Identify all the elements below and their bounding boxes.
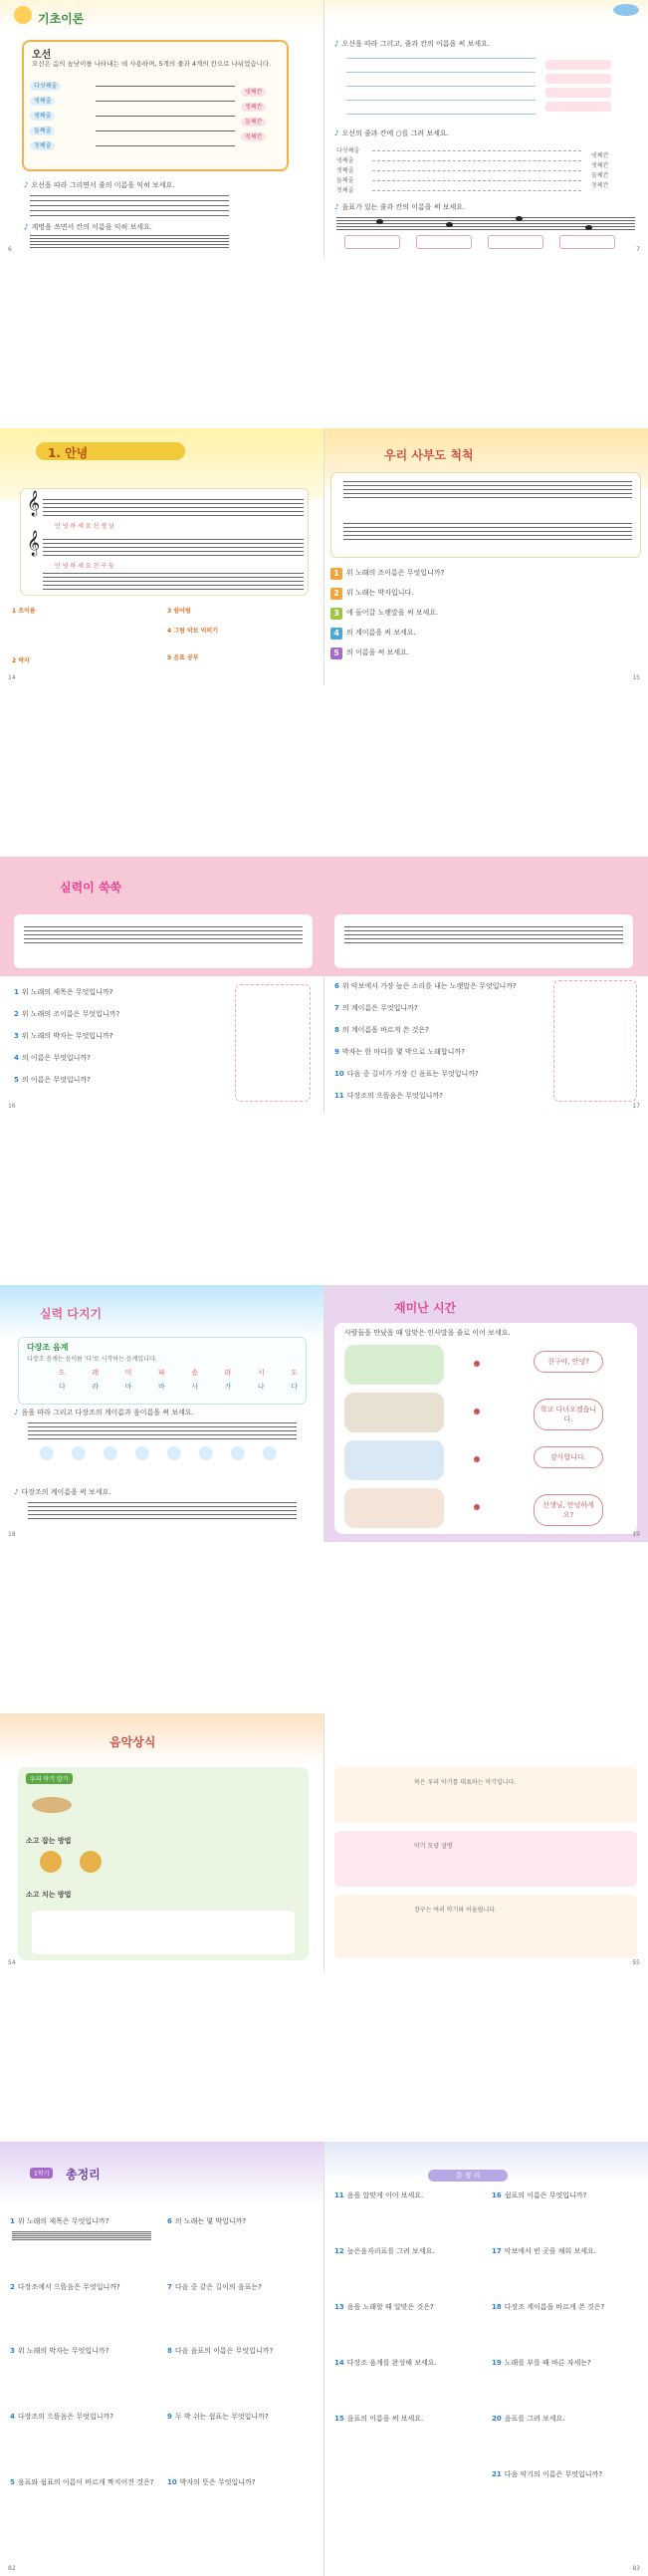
question-2: ♪ 다장조의 계이름을 써 보세요.: [14, 1488, 111, 1496]
question-column-right: [492, 2191, 641, 2560]
question-7: 7 다음 중 같은 길이의 음표는?: [167, 2283, 262, 2291]
question-1: ♪ 음을 따라 그리고 다장조의 계이름과 음이름을 써 보세요.: [14, 1409, 194, 1417]
page-54: [0, 1713, 324, 1970]
cloud-icon: [613, 4, 639, 16]
line-label: 다섯째줄: [30, 82, 61, 91]
page-title: 실력이 쑥쑥: [60, 881, 122, 895]
spread-1: [0, 0, 648, 257]
big-staff: [96, 86, 235, 145]
page-number: 19: [632, 1531, 640, 1538]
page-number: 83: [632, 2565, 640, 2572]
solfa-row: 도 레 미 파 솔 라 시 도: [59, 1369, 298, 1377]
question-7: 7 의 계이름은 무엇입니까?: [334, 1004, 418, 1012]
score-sheet: 𝄞 안 녕 하 세 요 선 생 님 𝄞 안 녕 하 세 요 친 구 들: [20, 488, 309, 596]
concept-tag: 2 박자: [12, 657, 30, 664]
question-11: 11 음을 알맞게 이어 보세요.: [334, 2191, 424, 2199]
spread-3: [0, 857, 648, 1114]
hand-icon: [80, 1851, 102, 1873]
question-1: 위 노래의 조이름은 무엇입니까?: [346, 569, 445, 577]
page-title: 총정리: [66, 2168, 101, 2182]
line-label: 첫째줄: [30, 141, 55, 150]
scene-1: [344, 1345, 444, 1385]
page-16: [0, 857, 324, 1114]
question-14: 14 다장조 음계를 완성해 보세요.: [334, 2359, 437, 2367]
intro-text: 오선은 음의 높낮이를 나타내는 데 사용하며, 5개의 줄과 4개의 칸으로 나뉘었습니다.: [32, 60, 272, 68]
page-19: [324, 1285, 648, 1542]
lyrics-line: 안 녕 하 세 요 선 생 님: [55, 523, 114, 530]
page-55: [324, 1713, 648, 1970]
page-title: 음악상식: [109, 1735, 156, 1749]
question-5: 의 이름을 써 보세요.: [346, 648, 409, 656]
line-label: 넷째줄: [30, 97, 55, 106]
question-5: 5 의 이름은 무엇입니까?: [14, 1076, 91, 1084]
question-18: 18 다장조 계이름을 바르게 쓴 것은?: [492, 2303, 605, 2311]
question-3: 3 위 노래의 박자는 무엇입니까?: [10, 2347, 109, 2355]
section-header: 총 정 리: [428, 2170, 508, 2182]
page-title: 실력 다지기: [40, 1307, 103, 1321]
match-dot[interactable]: [474, 1361, 480, 1367]
staff-intro-card: [22, 40, 289, 171]
page-number: 18: [8, 1531, 16, 1538]
score-sheet: [334, 914, 633, 968]
spread-2: [0, 428, 648, 685]
scale-card: [18, 1337, 307, 1405]
question-16: 16 쉼표의 이름은 무엇입니까?: [492, 2191, 587, 2199]
page-83: [324, 2142, 648, 2576]
question-column-left: [10, 2217, 159, 2556]
space-label: 셋째칸: [241, 103, 266, 112]
page-title: 재미난 시간: [394, 1301, 457, 1315]
question-3: 에 들어갈 노랫말을 써 보세요.: [346, 609, 439, 617]
match-dot[interactable]: [474, 1456, 480, 1462]
matching-card: [334, 1323, 637, 1534]
page-number: 16: [8, 1103, 16, 1110]
page-15: 우리 사부도 척척 1 위 노래의 조이름은 무엇입니까? 2 위 노래는 박자입니다. 3 에 들어갈 노랫말을 써 보세요. 4 의 계이름을 써 보세요. 5 의 이름을 써 보세요. 15: [324, 428, 648, 685]
hint-panel: [553, 980, 637, 1102]
answer-box[interactable]: [559, 235, 615, 249]
circle-staff-rows[interactable]: 다섯째줄 넷째줄 셋째줄 둘째줄 첫째줄 넷째칸 셋째칸 둘째칸 첫째칸: [336, 147, 609, 194]
page-number: 54: [8, 1959, 16, 1966]
page-number: 14: [8, 674, 16, 681]
question-1: ♪ 오선을 따라 그리면서 줄의 이름을 익혀 보세요.: [24, 181, 175, 189]
answer-circles[interactable]: [40, 1446, 299, 1482]
question-15: 15 음표의 이름을 써 보세요.: [334, 2415, 424, 2423]
sun-icon: [14, 6, 32, 24]
question-1: ♪ 오선을 따라 그리고, 줄과 칸의 이름을 써 보세요.: [334, 40, 490, 48]
space-label: 넷째칸: [241, 88, 266, 97]
question-17: 17 악보에서 빈 곳을 채워 보세요.: [492, 2247, 597, 2255]
page-82: [0, 2142, 324, 2576]
space-label: 둘째칸: [241, 118, 266, 127]
question-2: ♪ 계명을 쓰면서 칸의 이름을 익혀 보세요.: [24, 223, 153, 231]
scale-staff[interactable]: [28, 1422, 297, 1438]
scene-2: [344, 1393, 444, 1432]
question-21: 21 다음 악기의 이름은 무엇입니까?: [492, 2470, 603, 2478]
subheading-1: 소고 잡는 방법: [26, 1837, 72, 1845]
question-3: ♪ 음표가 있는 줄과 칸의 이름을 써 보세요.: [334, 203, 466, 211]
page-14: [0, 428, 324, 685]
line-label: 셋째줄: [30, 112, 55, 121]
question-10: 10 박자의 뜻은 무엇입니까?: [167, 2478, 256, 2486]
scale-title: 다장조 음계: [27, 1343, 69, 1352]
greeting-bubble: 친구야, 안녕?: [534, 1351, 603, 1373]
greeting-bubble: 감사합니다.: [534, 1446, 603, 1468]
instrument-row-3: 장구는 여러 악기와 어울립니다.: [334, 1895, 637, 1958]
pitch-name-row: 다 라 마 바 사 가 나 다: [59, 1383, 298, 1391]
section-title: 오선: [32, 50, 52, 61]
question-13: 13 음을 노래할 때 알맞은 것은?: [334, 2303, 434, 2311]
question-6: 6 의 노래는 몇 박입니까?: [167, 2217, 247, 2225]
line-label: 둘째줄: [30, 127, 55, 135]
answer-box[interactable]: [488, 235, 543, 249]
question-20: 20 음표를 그려 보세요.: [492, 2415, 565, 2423]
question-2: 2 위 노래의 조이름은 무엇입니까?: [14, 1010, 120, 1018]
question-11: 11 다장조의 으뜸음은 무엇입니까?: [334, 1092, 443, 1100]
practice-staff-2[interactable]: [30, 235, 229, 249]
match-dot[interactable]: [474, 1504, 480, 1510]
lyrics-line: 안 녕 하 세 요 친 구 들: [55, 563, 114, 570]
hand-icon: [40, 1851, 62, 1873]
header-band: [0, 1713, 324, 1765]
match-dot[interactable]: [474, 1409, 480, 1415]
instruction: 사람들을 만났을 때 알맞은 인사말을 줄로 이어 보세요.: [344, 1329, 511, 1337]
page-number: 55: [632, 1959, 640, 1966]
semester-badge: 1학기: [30, 2168, 53, 2179]
question-4: 4 다장조의 으뜸음은 무엇입니까?: [10, 2413, 113, 2421]
page-7: [324, 0, 648, 257]
page-17: [324, 857, 648, 1114]
question-6: 6 위 악보에서 가장 높은 소리를 내는 노랫말은 무엇입니까?: [334, 982, 517, 990]
space-label: 첫째칸: [241, 132, 266, 141]
instrument-row-1: 북은 우리 악기를 대표하는 악기입니다.: [334, 1767, 637, 1823]
spread-6: [0, 2142, 648, 2576]
page-number: 17: [632, 1103, 640, 1110]
question-1: 1 위 노래의 제목은 무엇입니까?: [14, 988, 113, 996]
playing-panel: [32, 1911, 295, 1954]
page-number: 82: [8, 2565, 16, 2572]
question-3: 3 위 노래의 박자는 무엇입니까?: [14, 1032, 113, 1040]
question-9: 9 박자는 한 마디를 몇 박으로 노래합니까?: [334, 1048, 465, 1056]
page-number: 15: [632, 674, 640, 681]
greeting-bubble: 선생님, 안녕하세요?: [534, 1494, 603, 1526]
score-sheet: [330, 472, 641, 558]
question-19: 19 노래를 부를 때 바른 자세는?: [492, 2359, 591, 2367]
page-title: 기초이론: [38, 12, 85, 26]
instrument-card: [18, 1767, 309, 1960]
question-4: 4 의 이름은 무엇입니까?: [14, 1054, 91, 1062]
page-18: [0, 1285, 324, 1542]
question-10: 10 다음 중 길이가 가장 긴 음표는 무엇입니까?: [334, 1070, 479, 1078]
answer-box[interactable]: [416, 235, 472, 249]
question-column-left: [334, 2191, 484, 2560]
question-2: ♪ 오선의 줄과 칸에 ○를 그려 보세요.: [334, 129, 449, 137]
trace-staff[interactable]: [346, 58, 536, 114]
scale-desc: 다장조 음계는 음이름 '다'로 시작하는 음계입니다.: [27, 1356, 157, 1363]
concept-tag: 4 그림 악보 익히기: [167, 628, 219, 635]
page-title: 우리 사부도 척척: [384, 448, 474, 462]
question-1: 1 위 노래의 제목은 무엇입니까?: [10, 2217, 109, 2225]
concept-tag: 1 조이름: [12, 608, 36, 615]
concept-tag: 3 쉼어림: [167, 608, 191, 615]
question-8: 8 다음 음표의 이름은 무엇입니까?: [167, 2347, 274, 2355]
page-title: 1. 안녕: [48, 446, 89, 460]
question-8: 8 의 계이름을 바르게 쓴 것은?: [334, 1026, 429, 1034]
scale-staff-2[interactable]: [28, 1502, 297, 1518]
question-2: 위 노래는 박자입니다.: [346, 589, 414, 597]
scene-3: [344, 1440, 444, 1480]
question-column-right: [167, 2217, 317, 2556]
question-2: 2 다장조에서 으뜸음은 무엇입니까?: [10, 2283, 120, 2291]
answer-labels[interactable]: [545, 60, 615, 120]
practice-staff-1[interactable]: [30, 195, 229, 215]
hint-panel: [235, 984, 311, 1102]
sogo-drum-icon: [32, 1797, 72, 1813]
greeting-bubble: 학교 다녀오겠습니다.: [534, 1399, 603, 1430]
page-number: 7: [636, 246, 640, 253]
spread-5: [0, 1713, 648, 1970]
question-4: 의 계이름을 써 보세요.: [346, 629, 416, 637]
question-9: 9 두 박 쉬는 쉼표는 무엇입니까?: [167, 2413, 269, 2421]
note-staff: [336, 217, 635, 229]
question-12: 12 높은음자리표를 그려 보세요.: [334, 2247, 435, 2255]
scene-4: [344, 1488, 444, 1528]
spread-4: [0, 1285, 648, 1542]
header-band: [324, 0, 648, 20]
page-6: [0, 0, 324, 257]
section-tag: 우리 악기 알기: [26, 1773, 73, 1784]
question-5: 5 음표와 쉼표의 이름이 바르게 짝지어진 것은?: [10, 2478, 154, 2486]
concept-tag: 5 음표 공부: [167, 654, 199, 661]
subheading-2: 소고 치는 방법: [26, 1891, 72, 1899]
score-sheet: [14, 914, 313, 968]
answer-box[interactable]: [344, 235, 400, 249]
instrument-row-2: 악기 모양 설명: [334, 1831, 637, 1887]
page-number: 6: [8, 246, 12, 253]
